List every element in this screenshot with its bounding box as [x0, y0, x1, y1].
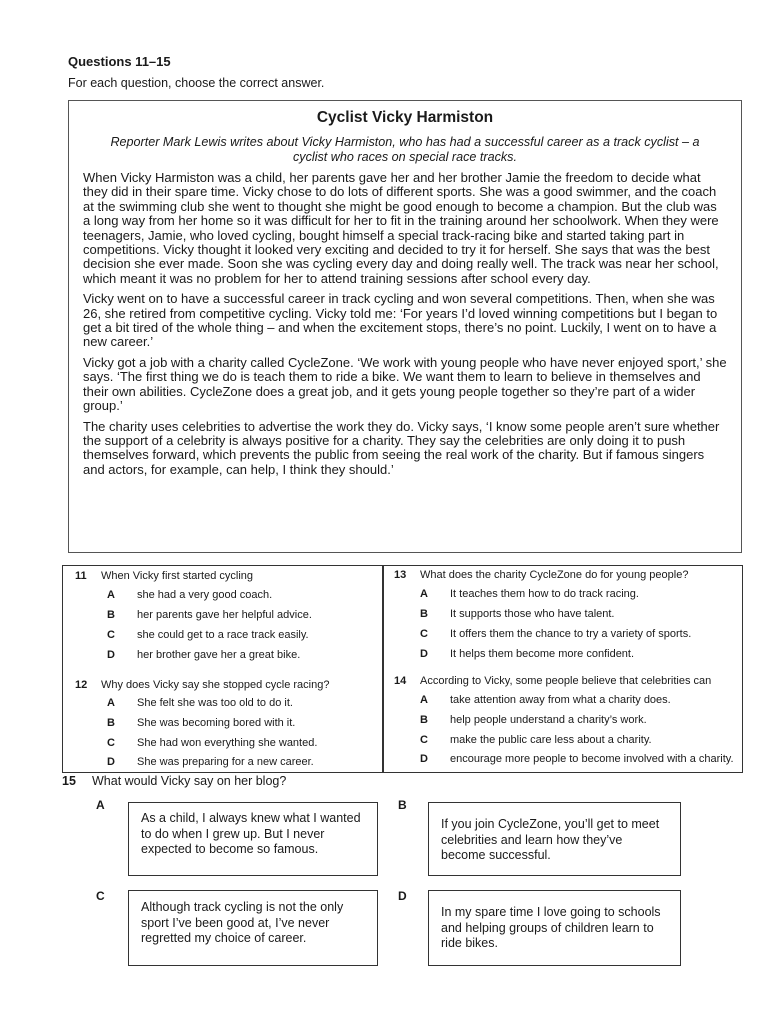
option-letter: A [420, 588, 428, 600]
q14-option-d[interactable] [420, 753, 734, 765]
q14-option-a[interactable] [420, 694, 671, 706]
option-text: she could get to a race track easily. [137, 629, 309, 641]
q13-option-b[interactable] [420, 608, 615, 620]
option-letter: B [420, 714, 428, 726]
option-text: her parents gave her helpful advice. [137, 609, 312, 621]
option-text: It offers them the chance to try a variety of sports. [450, 628, 692, 640]
q14-option-c[interactable] [420, 734, 652, 746]
q15-option-b[interactable]: If you join CycleZone, you’ll get to meet celebrities and learn how they’ve become successful. [428, 802, 681, 876]
q14-option-b[interactable] [420, 714, 647, 726]
q15-option-c[interactable]: Although track cycling is not the only sport I’ve been good at, I’ve never regretted my choice of career. [128, 890, 378, 966]
question-number: 12 [75, 679, 88, 691]
q12-option-b[interactable] [107, 717, 295, 729]
question-number: 15 [62, 774, 76, 788]
article-paragraph: When Vicky Harmiston was a child, her parents gave her and her brother Jamie the freedom to decide what they did in their spare time. Vicky chose to do lots of different sports. She was a good swimmer, and the coach at the swimming club she went to thought she might be good enough to become a champion. But the club was a long way from her home so it was difficult for her to fit in the training around her schoolwork. When they were teenagers, Jamie, who loved cycling, bought himself a special track-racing bike and started taking part in competitions. Vicky thought it looked very exciting and decided to try it for herself. She says that was the best decision she ever made. Soon she was cycling every day and doing really well. The track was near her school, which meant it was no problem for her to attend training sessions after school every day. [83, 170, 719, 286]
option-letter: D [420, 648, 428, 660]
q13-option-a[interactable] [420, 588, 639, 600]
option-text: help people understand a charity’s work. [450, 714, 647, 726]
q11-option-d[interactable] [107, 649, 300, 661]
option-text: make the public care less about a charity. [450, 734, 652, 746]
article-paragraph: Vicky went on to have a successful career in track cycling and won several competitions. Then, when she was 26, she retired from competitive cycling. Vicky told me: ‘For years I’d loved winning competitions but I began to get a bit tired of the whole thing – and when the excitement stops, there’s no point. Luckily, I went on to have a new career.’ [83, 291, 718, 350]
q15-option-a[interactable]: As a child, I always knew what I wanted to do when I grew up. But I never expected to become so famous. [128, 802, 378, 876]
question-text: When Vicky first started cycling [101, 570, 254, 582]
question-number: 13 [394, 569, 407, 581]
option-letter: C [107, 737, 115, 749]
option-text: She had won everything she wanted. [137, 737, 318, 749]
option-text: It helps them become more confident. [450, 648, 635, 660]
q15-letter-d: D [398, 889, 407, 903]
option-text: It supports those who have talent. [450, 608, 615, 620]
q12-option-d[interactable] [107, 756, 314, 768]
question-number: 14 [394, 675, 407, 687]
instructions: For each question, choose the correct answer. [68, 76, 325, 90]
article-title: Cyclist Vicky Harmiston [316, 109, 494, 126]
article-intro: Reporter Mark Lewis writes about Vicky Harmiston, who has had a successful career as a track cyclist – a cyclist who races on special race tracks. [110, 135, 700, 164]
option-letter: C [420, 628, 428, 640]
option-text: her brother gave her a great bike. [137, 649, 301, 661]
q15-letter-b: B [398, 798, 407, 812]
q12-option-a[interactable] [107, 697, 293, 709]
question-text: What would Vicky say on her blog? [92, 774, 287, 788]
question-number: 11 [75, 570, 87, 582]
question-text: According to Vicky, some people believe that celebrities can [420, 675, 712, 687]
article-box [68, 100, 742, 553]
q15-letter-c: C [96, 889, 105, 903]
question-15 [62, 774, 286, 788]
option-text: she had a very good coach. [137, 589, 273, 601]
question-text: Why does Vicky say she stopped cycle racing? [101, 679, 330, 691]
option-letter: D [420, 753, 428, 765]
option-letter: A [107, 697, 115, 709]
q13-option-c[interactable] [420, 628, 691, 640]
option-letter: B [107, 609, 115, 621]
option-text: encourage more people to become involved with a charity. [450, 753, 734, 765]
question-14 [394, 675, 711, 687]
option-letter: C [107, 629, 115, 641]
q13-option-d[interactable] [420, 648, 634, 660]
q15-option-d[interactable]: In my spare time I love going to schools and helping groups of children learn to ride bikes. [428, 890, 681, 966]
option-text: It teaches them how to do track racing. [450, 588, 639, 600]
option-text: take attention away from what a charity does. [450, 694, 671, 706]
option-letter: C [420, 734, 428, 746]
option-text: She felt she was too old to do it. [137, 697, 293, 709]
section-heading: Questions 11–15 [68, 54, 171, 69]
option-letter: B [107, 717, 115, 729]
question-text: What does the charity CycleZone do for young people? [420, 569, 689, 581]
article-paragraph: The charity uses celebrities to advertise the work they do. Vicky says, ‘I know some people aren’t sure whether the support of a celebrity is always positive for a charity. They say the celebrities are only doing it to push themselves forward, which prevents the public from seeing the real work of the charity. But if famous singers and actors, for example, can help, I think they should.’ [83, 418, 720, 477]
question-13 [394, 569, 688, 581]
article-paragraph: Vicky got a job with a charity called CycleZone. ‘We work with young people who have never enjoyed sport,’ she says. ‘The first thing we do is teach them to ride a bike. We want them to learn to believe in themselves and their own abilities. CycleZone does a great job, and it gets young people together so they’re part of a wider group.’ [83, 354, 727, 414]
q15-letter-a: A [96, 798, 105, 812]
q11-option-a[interactable] [107, 589, 272, 601]
option-letter: A [420, 694, 428, 706]
q11-option-b[interactable] [107, 609, 312, 621]
question-12 [75, 679, 329, 691]
option-letter: D [107, 649, 115, 661]
q11-option-c[interactable] [107, 629, 309, 641]
questions-left-box [62, 565, 383, 773]
questions-right-box [383, 565, 743, 773]
option-letter: B [420, 608, 428, 620]
question-11 [75, 570, 253, 582]
option-text: She was becoming bored with it. [137, 717, 296, 729]
q12-option-c[interactable] [107, 737, 317, 749]
option-text: She was preparing for a new career. [137, 756, 314, 768]
option-letter: D [107, 756, 115, 768]
option-letter: A [107, 589, 115, 601]
